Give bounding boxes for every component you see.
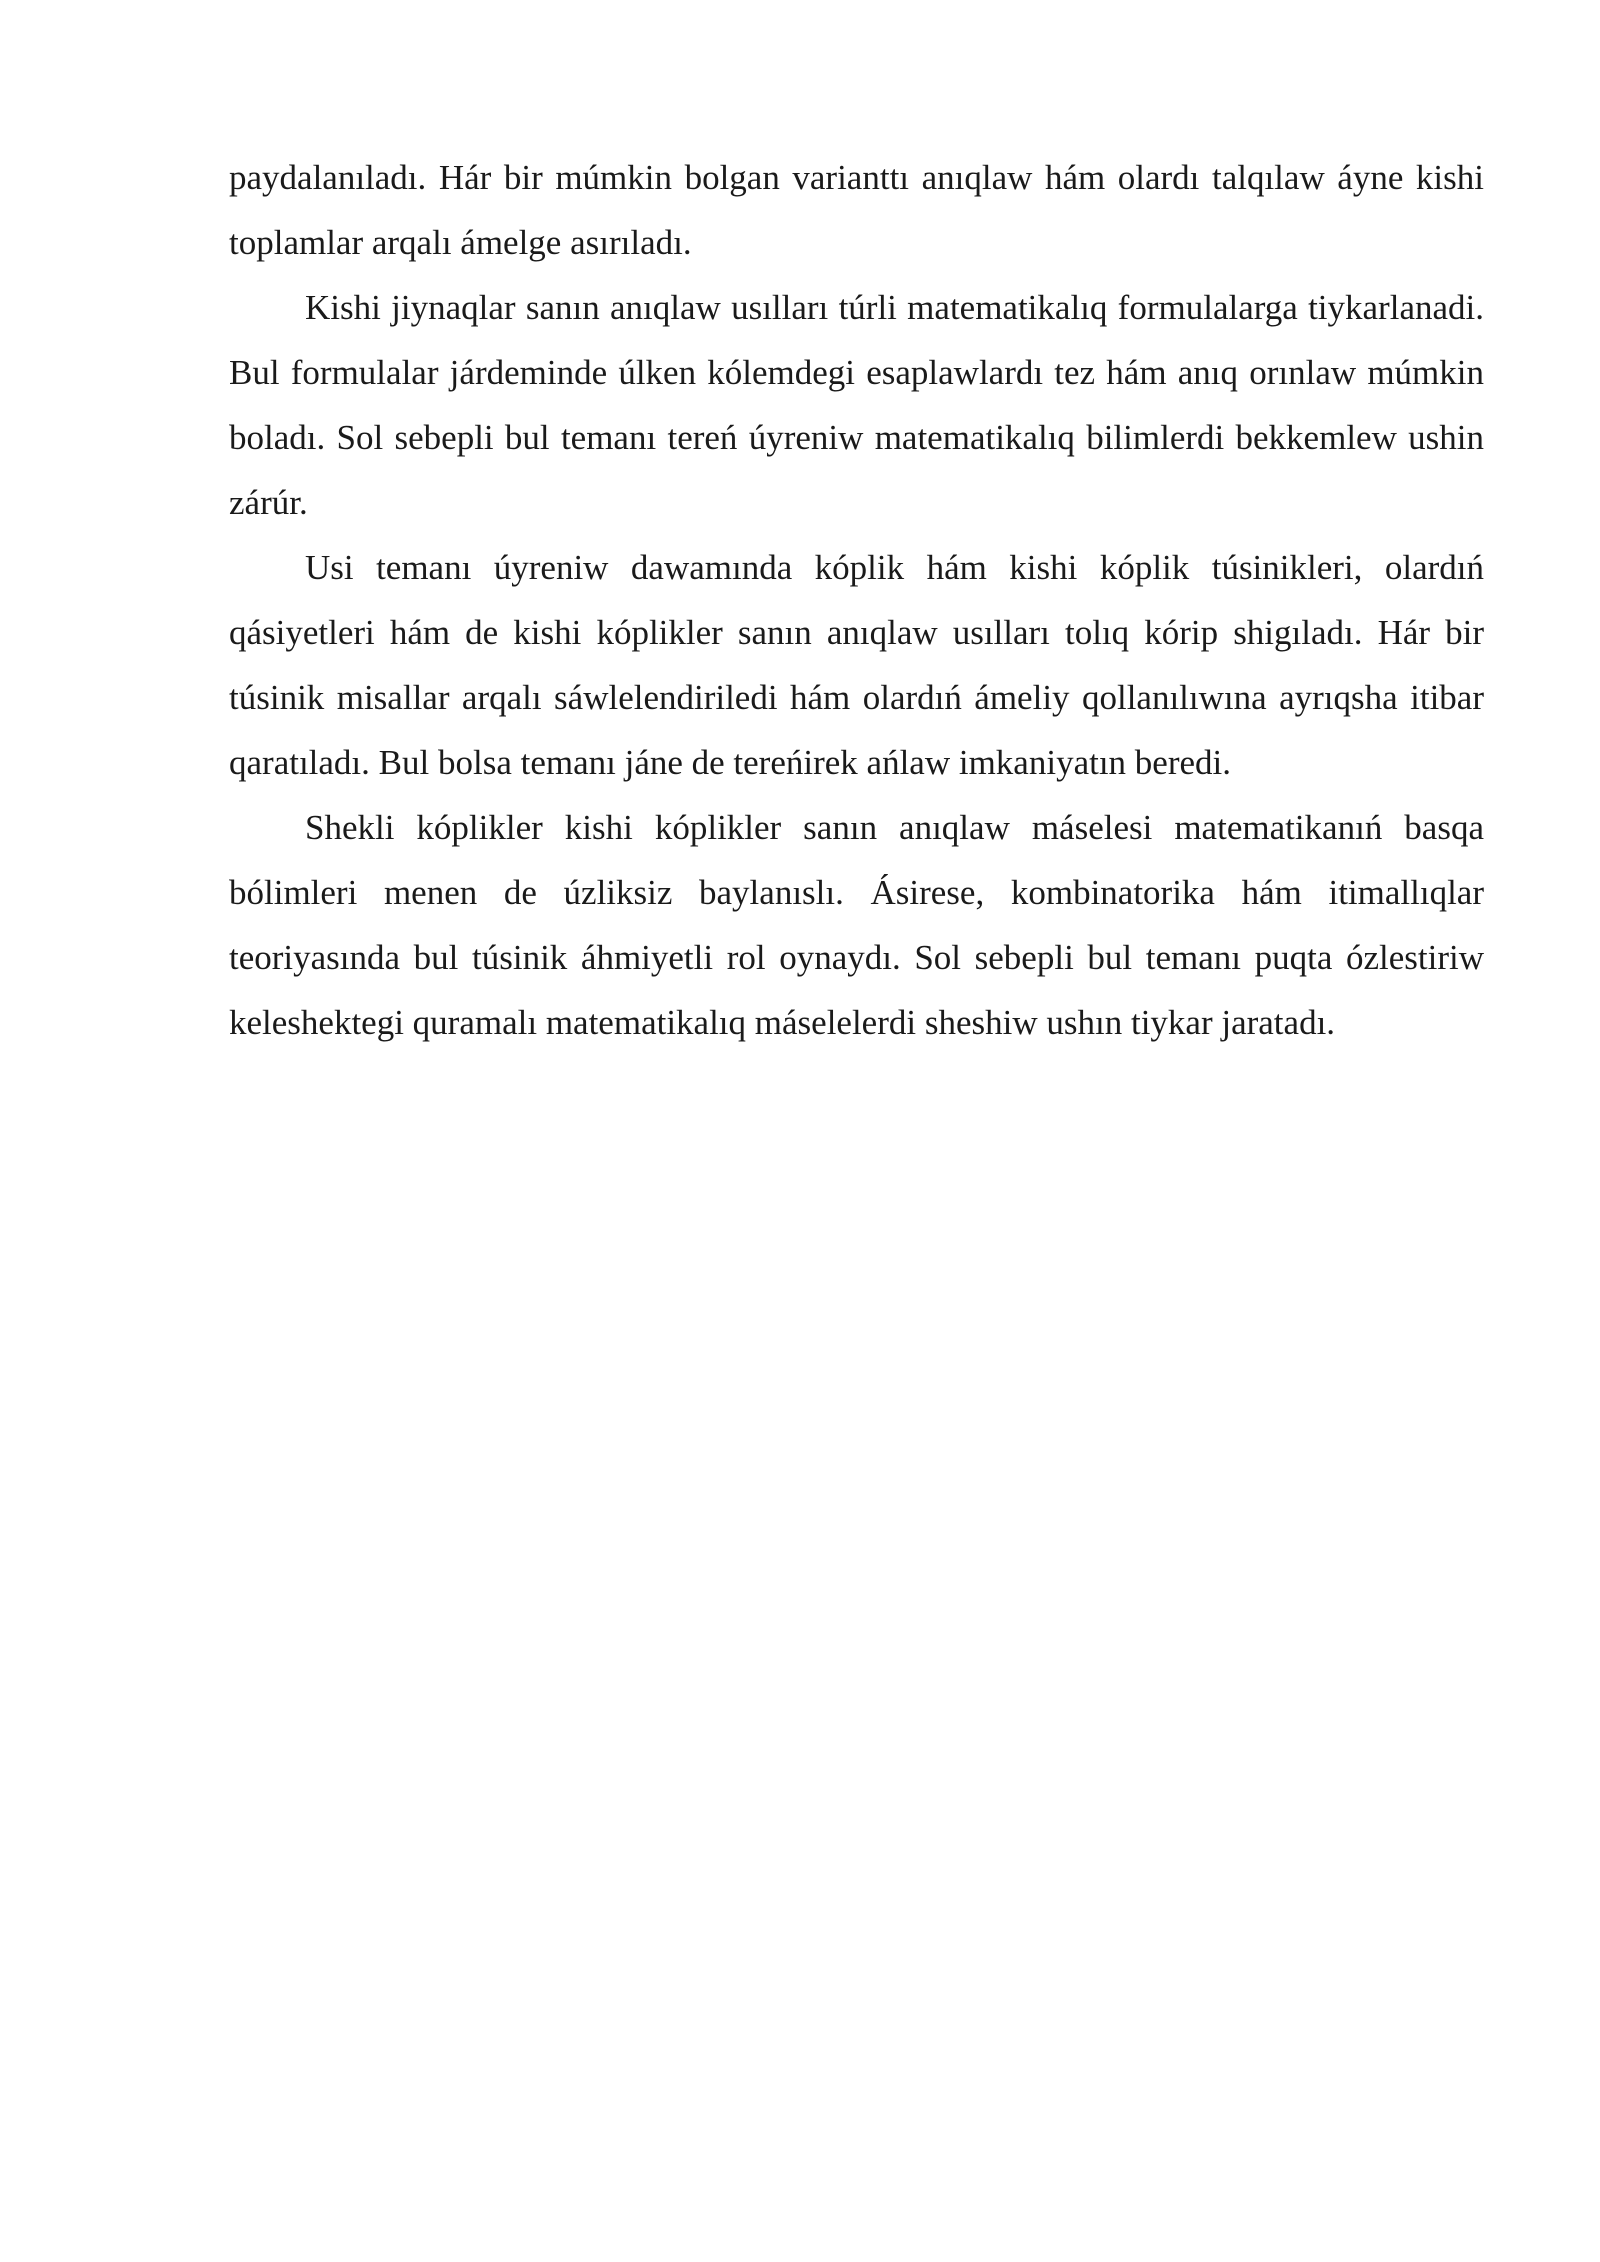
paragraph-usi-temani: Usi temanı úyreniw dawamında kóplik hám kishi kóplik túsinikleri, olardıń qásiyetleri hám de kishi kóplikler sanın anıqlaw usılları tolıq kórip shigıladı. Hár bir túsinik misallar arqalı sáwlelendiriledi hám olardıń ámeliy qollanılıwına ayrıqsha itibar qaratıladı. Bul bolsa temanı jáne de tereńirek ańlaw imkaniyatın beredi. [229,548,1484,782]
paragraph-continued: paydalanıladı. Hár bir múmkin bolgan varianttı anıqlaw hám olardı talqılaw áyne kishi toplamlar arqalı ámelge asırıladı. [229,158,1484,262]
paragraph-kishi-jiynaqlar: Kishi jiynaqlar sanın anıqlaw usılları túrli matematikalıq formulalarga tiykarlanadi. Bul formulalar járdeminde úlken kólemdegi esaplawlardı tez hám anıq orınlaw múmkin boladı. Sol sebepli bul temanı tereń úyreniw matematikalıq bilimlerdi bekkemlew ushin zárúr. [229,288,1484,522]
document-body [229,145,1484,1055]
paragraph-shekli-koplikler: Shekli kóplikler kishi kóplikler sanın anıqlaw máselesi matematikanıń basqa bólimleri menen de úzliksiz baylanıslı. Ásirese, kombinatorika hám itimallıqlar teoriyasında bul túsinik áhmiyetli rol oynaydı. Sol sebepli bul temanı puqta ózlestiriw keleshektegi quramalı matematikalıq máselelerdi sheshiw ushın tiykar jaratadı. [229,808,1484,1042]
